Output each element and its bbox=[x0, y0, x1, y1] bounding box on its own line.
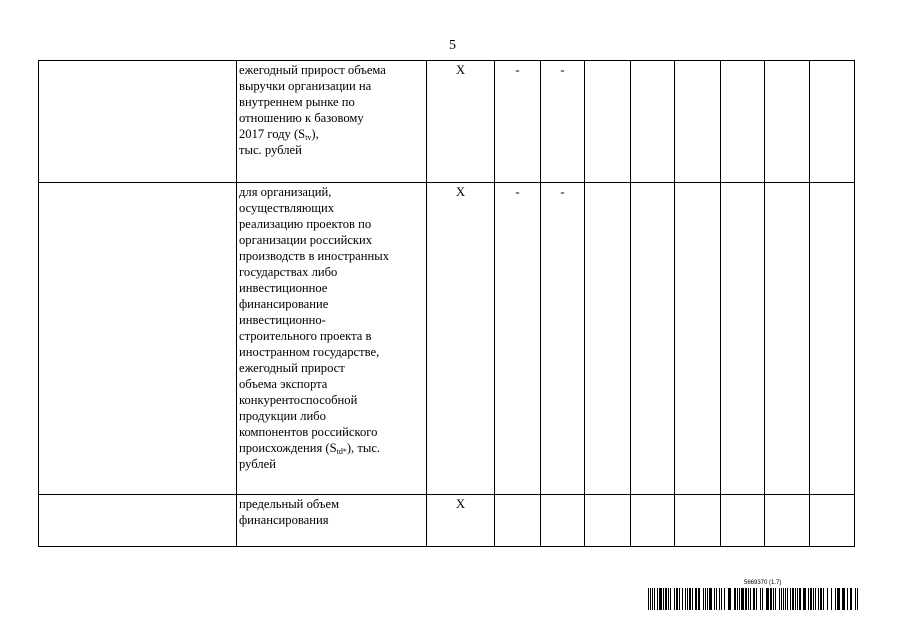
table-cell-empty bbox=[631, 183, 675, 495]
table-cell-empty bbox=[631, 61, 675, 183]
table-cell-empty bbox=[39, 183, 237, 495]
table-cell-empty bbox=[585, 495, 631, 547]
table-cell-empty bbox=[765, 495, 810, 547]
table-row bbox=[39, 183, 855, 495]
table-cell: X bbox=[427, 61, 495, 183]
table-cell-empty bbox=[721, 61, 765, 183]
indicator-description: ежегодный прирост объема выручки организации на внутреннем рынке по отношению к базовому 2017 году $(S_{tv})$, тыс. рублей bbox=[237, 61, 427, 183]
table-cell-empty bbox=[39, 61, 237, 183]
table-cell: X bbox=[427, 183, 495, 495]
table-cell-empty bbox=[675, 61, 721, 183]
table-cell-empty bbox=[585, 183, 631, 495]
table-cell: - bbox=[495, 183, 541, 495]
table-cell: - bbox=[541, 61, 585, 183]
document-barcode bbox=[648, 580, 858, 614]
indicators-table bbox=[38, 60, 855, 547]
table-cell-empty bbox=[721, 495, 765, 547]
table-row bbox=[39, 495, 855, 547]
table-cell-empty bbox=[631, 495, 675, 547]
table-cell-empty bbox=[765, 183, 810, 495]
table-cell bbox=[495, 495, 541, 547]
table-cell-empty bbox=[675, 183, 721, 495]
table-cell bbox=[541, 495, 585, 547]
barcode-icon bbox=[648, 588, 858, 610]
table-cell-empty bbox=[810, 183, 855, 495]
table-cell-empty bbox=[721, 183, 765, 495]
table-cell: X bbox=[427, 495, 495, 547]
table-cell: - bbox=[541, 183, 585, 495]
barcode-caption: 5669370 (1.7) bbox=[744, 580, 782, 586]
table-cell-empty bbox=[675, 495, 721, 547]
table-row bbox=[39, 61, 855, 183]
page-number: 5 bbox=[449, 38, 456, 53]
table-cell: - bbox=[495, 61, 541, 183]
table-cell-empty bbox=[810, 61, 855, 183]
table-cell-empty bbox=[765, 61, 810, 183]
indicator-description: предельный объем финансирования bbox=[237, 495, 427, 547]
table-cell-empty bbox=[39, 495, 237, 547]
table-cell-empty bbox=[810, 495, 855, 547]
table-cell-empty bbox=[585, 61, 631, 183]
indicator-description: для организаций, осуществляющих реализацию проектов по организации российских производств в иностранных государствах либо инвестиционное финансирование инвестиционно- строительного проекта в иностранном государстве, ежегодный прирост объема экспорта конкурентоспособной продукции либо компонентов российского происхождения $(S_{td*})$, тыс. рублей bbox=[237, 183, 427, 495]
